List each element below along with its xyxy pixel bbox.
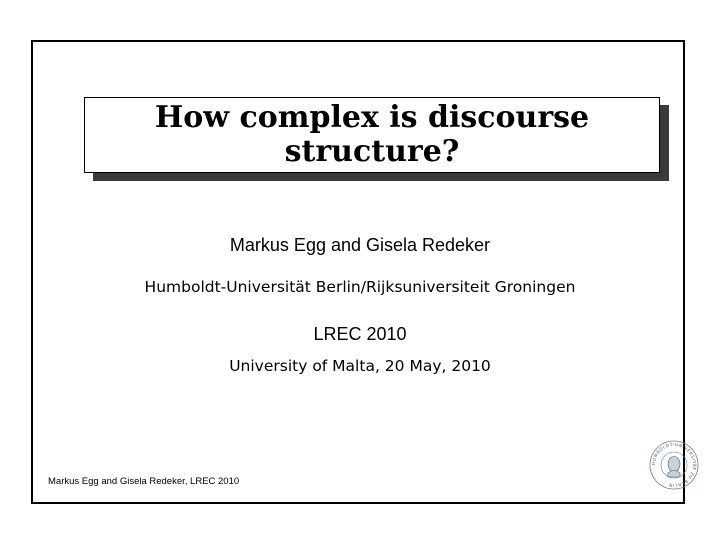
conference-name: LREC 2010 xyxy=(313,324,407,344)
venue-date: University of Malta, 20 May, 2010 xyxy=(229,357,491,375)
seal-lettering: HUMBOLDT-UNIVERSITÄT ZU BERLIN xyxy=(650,441,698,489)
university-seal-icon xyxy=(649,440,699,490)
title-box xyxy=(84,97,660,173)
authors: Markus Egg and Gisela Redeker xyxy=(229,235,491,255)
footer-text: Markus Egg and Gisela Redeker, LREC 2010 xyxy=(48,476,240,487)
slide-title: How complex is discourse structure? xyxy=(154,100,590,169)
affiliation: Humboldt-Universität Berlin/Rijksuniversiteit Groningen xyxy=(144,278,576,296)
